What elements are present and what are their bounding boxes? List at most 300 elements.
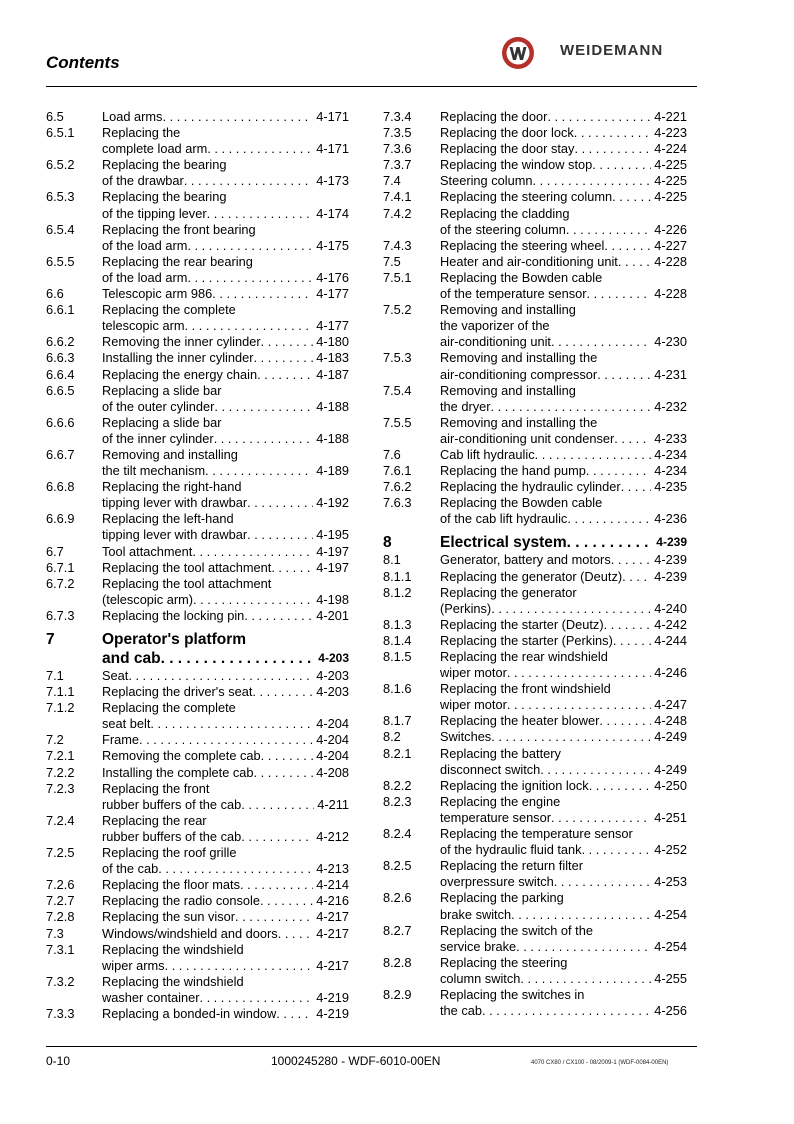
toc-entry-line <box>46 415 349 431</box>
toc-entry-number: 8.1.7 <box>383 713 412 729</box>
toc-entry-line <box>46 592 349 608</box>
toc-entry-number <box>46 431 102 447</box>
toc-entry-line <box>383 923 687 939</box>
toc-entry-title: Replacing the windshield <box>102 973 244 989</box>
toc-dot-leader <box>207 141 313 157</box>
toc-entry-page: 4-254 <box>654 938 687 954</box>
toc-entry-line <box>383 350 687 366</box>
toc-dot-leader <box>507 697 651 713</box>
toc-entry-page: 4-239 <box>654 568 687 584</box>
toc-entry-title-text: wiper arms <box>102 957 165 973</box>
toc-dot-leader <box>574 125 652 141</box>
toc-entry-line <box>46 270 349 286</box>
toc-entry <box>383 569 687 585</box>
toc-entry-line <box>46 286 349 302</box>
toc-entry <box>383 254 687 270</box>
toc-entry-title-text: Replacing the starter (Deutz) <box>440 616 604 632</box>
toc-entry-title: Replacing the windshield <box>102 941 244 957</box>
toc-entry-title <box>440 254 651 270</box>
toc-entry-line <box>383 302 687 318</box>
toc-entry-number: 7.2.2 <box>46 764 75 780</box>
toc-entry-title-text: Replacing the door <box>440 109 548 124</box>
toc-entry-number: 6.7 <box>46 543 64 559</box>
toc-entry-page: 4-251 <box>654 809 687 825</box>
toc-entry-page: 4-171 <box>316 109 349 124</box>
toc-entry-title-text: Installing the inner cylinder <box>102 350 254 366</box>
toc-entry-number <box>46 463 102 479</box>
toc-entry-title <box>440 713 651 729</box>
toc-entry <box>383 270 687 302</box>
toc-entry-title <box>102 109 313 125</box>
toc-entry-title <box>440 431 651 447</box>
toc-entry-title <box>102 732 313 748</box>
toc-entry-title <box>102 367 313 383</box>
footer-page-number: 0-10 <box>46 1054 71 1068</box>
toc-entry-title <box>102 592 313 608</box>
toc-entry-line <box>46 990 349 1006</box>
toc-dot-leader <box>241 829 313 845</box>
toc-entry-line <box>46 797 349 813</box>
toc-entry-line <box>46 781 349 797</box>
toc-entry <box>383 302 687 350</box>
toc-entry-page: 4-180 <box>316 334 349 350</box>
toc-entry <box>383 826 687 858</box>
toc-entry-title <box>102 1006 313 1022</box>
toc-entry-line <box>46 495 349 511</box>
toc-entry-line <box>383 729 687 745</box>
toc-entry-title: Replacing the rear <box>102 812 207 828</box>
toc-dot-leader <box>139 732 313 748</box>
toc-entry-line <box>383 778 687 794</box>
toc-entry <box>46 189 349 221</box>
toc-entry-title <box>440 109 651 125</box>
toc-entry-title-text: Frame <box>102 732 139 748</box>
toc-dot-leader <box>260 893 313 909</box>
toc-entry-title-text: temperature sensor <box>440 809 551 825</box>
toc-entry-title <box>102 990 313 1006</box>
toc-entry-page: 4-204 <box>316 732 349 748</box>
toc-entry-title <box>102 399 313 415</box>
toc-entry-page: 4-242 <box>654 616 687 632</box>
toc-entry <box>46 334 349 350</box>
toc-entry-page: 4-217 <box>316 925 349 941</box>
toc-entry-number: 7.3.1 <box>46 941 75 957</box>
toc-entry-title <box>440 533 653 552</box>
toc-entry-title: Replacing the complete <box>102 302 236 318</box>
toc-entry-number: 7.6.2 <box>383 479 412 495</box>
toc-entry-page: 4-250 <box>654 777 687 793</box>
toc-entry-number: 6.5.5 <box>46 253 75 269</box>
toc-entry-title: Replacing the Bowden cable <box>440 269 603 285</box>
toc-dot-leader <box>516 939 651 955</box>
toc-entry <box>46 877 349 893</box>
toc-dot-leader <box>214 431 314 447</box>
toc-entry <box>46 974 349 1006</box>
toc-entry-title: Replacing a slide bar <box>102 414 222 430</box>
toc-entry-line <box>46 125 349 141</box>
toc-entry-number: 8 <box>383 534 392 552</box>
toc-entry-number <box>46 495 102 511</box>
toc-entry-line <box>383 189 687 205</box>
toc-entry-line <box>383 173 687 189</box>
toc-entry-page: 4-175 <box>316 237 349 253</box>
toc-entry-number: 6.6.4 <box>46 366 75 382</box>
toc-entry-number: 7.2.3 <box>46 780 75 796</box>
footer-rule <box>46 1046 697 1047</box>
toc-entry-number <box>383 810 440 826</box>
toc-entry-line <box>46 350 349 366</box>
toc-entry-title <box>102 431 313 447</box>
toc-dot-leader <box>199 990 313 1006</box>
brand-name: WEIDEMANN <box>560 42 664 59</box>
toc-dot-leader <box>540 762 651 778</box>
toc-entry-title-text: Replacing the locking pin <box>102 607 245 623</box>
toc-entry-line <box>383 907 687 923</box>
toc-entry-title: Removing and installing <box>440 302 576 318</box>
toc-entry-title-text: Telescopic arm 986 <box>102 286 213 302</box>
toc-entry <box>46 350 349 366</box>
toc-entry-line <box>383 463 687 479</box>
toc-entry-number <box>383 367 440 383</box>
toc-dot-leader <box>491 601 651 617</box>
toc-entry-title: Replacing the roof grille <box>102 845 237 861</box>
toc-entry-number: 6.6.2 <box>46 334 75 350</box>
toc-entry-page: 4-228 <box>654 253 687 269</box>
toc-dot-leader <box>158 861 313 877</box>
toc-entry-page: 4-213 <box>316 861 349 877</box>
toc-entry-page: 4-197 <box>316 559 349 575</box>
toc-dot-leader <box>622 569 651 585</box>
toc-entry-title: Operator's platform <box>102 631 247 648</box>
toc-entry-page: 4-212 <box>316 828 349 844</box>
toc-entry-title <box>440 157 651 173</box>
toc-entry-title: Replacing the generator <box>440 584 577 600</box>
toc-entry-page: 4-254 <box>654 906 687 922</box>
toc-entry-title <box>440 601 651 617</box>
toc-entry-line <box>46 861 349 877</box>
toc-entry-title <box>440 971 651 987</box>
toc-entry-title <box>440 907 651 923</box>
toc-entry <box>383 633 687 649</box>
toc-entry-title <box>102 765 313 781</box>
toc-entry-title: Replacing the Bowden cable <box>440 495 603 511</box>
toc-entry <box>46 157 349 189</box>
toc-entry-page: 4-203 <box>318 651 349 665</box>
toc-entry-line <box>46 544 349 560</box>
toc-entry-title: Replacing the parking <box>440 890 564 906</box>
toc-entry-number: 8.2.2 <box>383 777 412 793</box>
toc-entry <box>383 987 687 1019</box>
toc-entry-line <box>46 926 349 942</box>
toc-entry-title-text: the tilt mechanism <box>102 463 206 479</box>
toc-dot-leader <box>276 1006 313 1022</box>
toc-entry-number: 6.5.4 <box>46 221 75 237</box>
toc-entry-number: 7.2.4 <box>46 812 75 828</box>
toc-entry-title-text: of the outer cylinder <box>102 398 215 414</box>
toc-entry-title <box>440 1003 651 1019</box>
toc-entry-number <box>383 318 440 334</box>
toc-entry-title-text: of the hydraulic fluid tank <box>440 842 582 858</box>
toc-entry-page: 4-203 <box>316 684 349 700</box>
toc-entry-page: 4-219 <box>316 1005 349 1021</box>
toc-entry <box>383 173 687 189</box>
toc-entry-title-text: rubber buffers of the cab <box>102 828 242 844</box>
toc-entry-number: 8.2.6 <box>383 890 412 906</box>
toc-entry-title-text: of the drawbar <box>102 173 184 189</box>
toc-entry-number: 8.2.8 <box>383 954 412 970</box>
toc-entry <box>383 552 687 568</box>
toc-entry <box>46 893 349 909</box>
toc-entry-number: 7.2.6 <box>46 877 75 893</box>
toc-entry-title: Replacing the battery <box>440 745 561 761</box>
toc-entry-number: 8.1.4 <box>383 632 412 648</box>
toc-entry-page: 4-248 <box>654 713 687 729</box>
toc-entry-title <box>102 829 313 845</box>
toc-entry-page: 4-247 <box>654 697 687 713</box>
toc-entry-number: 6.6.5 <box>46 382 75 398</box>
toc-entry <box>46 109 349 125</box>
toc-dot-leader <box>187 270 313 286</box>
toc-entry-title-text: of the load arm <box>102 237 188 253</box>
toc-entry-title-text: and cab <box>102 650 161 667</box>
toc-entry-title-text: Steering column <box>440 173 533 189</box>
toc-entry-line <box>383 254 687 270</box>
toc-entry-line <box>46 109 349 125</box>
toc-entry-number: 8.2.9 <box>383 986 412 1002</box>
toc-entry-number: 6.6.3 <box>46 350 75 366</box>
toc-entry-page: 4-234 <box>654 446 687 462</box>
toc-entry <box>383 189 687 205</box>
toc-entry-title-text: Removing the complete cab <box>102 748 261 764</box>
toc-dot-leader <box>604 617 652 633</box>
toc-dot-leader <box>185 318 314 334</box>
toc-entry <box>46 302 349 334</box>
toc-entry-line <box>383 810 687 826</box>
toc-dot-leader <box>278 926 314 942</box>
toc-entry-title-text: brake switch <box>440 906 512 922</box>
toc-entry-title-text: wiper motor <box>440 697 507 713</box>
toc-entry-line <box>46 560 349 576</box>
toc-dot-leader <box>244 608 313 624</box>
toc-entry-line <box>383 681 687 697</box>
toc-dot-leader <box>547 109 651 125</box>
toc-entry-title <box>102 893 313 909</box>
toc-entry-title <box>440 633 651 649</box>
toc-entry-line <box>46 716 349 732</box>
toc-entry-page: 4-230 <box>654 334 687 350</box>
toc-entry-line <box>46 829 349 845</box>
toc-dot-leader <box>611 552 652 568</box>
toc-dot-leader <box>604 238 651 254</box>
toc-dot-leader <box>271 560 313 576</box>
toc-entry-line <box>46 684 349 700</box>
footer-doc-id: 1000245280 - WDF-6010-00EN <box>271 1054 441 1068</box>
toc-entry-title-text: Replacing the window stop <box>440 157 593 173</box>
toc-entry-number: 7.3 <box>46 925 64 941</box>
toc-entry-page: 4-239 <box>654 552 687 568</box>
toc-entry-line <box>46 974 349 990</box>
toc-dot-leader <box>184 173 313 189</box>
toc-entry-line <box>46 399 349 415</box>
toc-dot-leader <box>261 334 314 350</box>
toc-entry <box>383 955 687 987</box>
toc-entry-title-text: Seat <box>102 668 129 683</box>
toc-entry-number: 7.4.1 <box>383 189 412 205</box>
toc-entry <box>46 813 349 845</box>
toc-entry-line <box>383 495 687 511</box>
page-title: Contents <box>46 53 120 72</box>
toc-entry-title-text: complete load arm <box>102 141 208 157</box>
toc-entry-line <box>383 633 687 649</box>
toc-dot-leader <box>597 367 651 383</box>
toc-entry-number <box>46 716 102 732</box>
toc-entry-title <box>102 560 313 576</box>
toc-entry-title-text: telescopic arm <box>102 318 185 334</box>
toc-chapter-entry <box>46 630 349 668</box>
toc-entry-title-text: Replacing the hydraulic cylinder <box>440 479 621 495</box>
toc-entry-number: 8.1 <box>383 552 401 568</box>
toc-entry-title <box>440 810 651 826</box>
toc-entry-number: 7.1.1 <box>46 684 75 700</box>
toc-dot-leader <box>574 141 651 157</box>
toc-entry-line <box>46 238 349 254</box>
toc-entry-line <box>383 874 687 890</box>
toc-entry-title <box>102 909 313 925</box>
toc-entry-title-text: of the inner cylinder <box>102 430 214 446</box>
toc-dot-leader <box>507 665 651 681</box>
toc-entry-title: the vaporizer of the <box>440 318 550 334</box>
toc-entry-title-text: Heater and air-conditioning unit <box>440 253 618 269</box>
toc-dot-leader <box>567 533 654 552</box>
header-rule <box>46 86 697 87</box>
toc-entry-title: Replacing the return filter <box>440 858 583 874</box>
toc-entry-line <box>383 987 687 1003</box>
toc-entry-line <box>383 399 687 415</box>
toc-dot-leader <box>261 748 314 764</box>
toc-entry-number: 7.3.6 <box>383 141 412 157</box>
toc-left-column <box>46 109 349 1022</box>
toc-entry-title <box>440 842 651 858</box>
toc-entry-line <box>46 189 349 205</box>
toc-entry-page: 4-208 <box>316 764 349 780</box>
toc-dot-leader <box>532 173 651 189</box>
toc-entry-page: 4-216 <box>316 893 349 909</box>
toc-entry-line <box>46 383 349 399</box>
toc-entry-number <box>383 601 440 617</box>
toc-entry-number: 7.5.5 <box>383 414 412 430</box>
toc-entry-number <box>46 829 102 845</box>
toc-entry <box>383 649 687 681</box>
toc-entry-number <box>383 874 440 890</box>
toc-dot-leader <box>205 463 313 479</box>
toc-entry-title-text: Replacing the floor mats <box>102 877 240 893</box>
toc-entry-number <box>383 762 440 778</box>
toc-entry-number: 6.5.3 <box>46 189 75 205</box>
toc-entry-line <box>383 826 687 842</box>
toc-entry-line <box>383 569 687 585</box>
toc-entry-title: Replacing the <box>102 125 181 141</box>
toc-entry <box>46 926 349 942</box>
toc-entry-number: 6.7.3 <box>46 607 75 623</box>
toc-dot-leader <box>187 238 313 254</box>
toc-entry-title: Removing and installing <box>102 446 238 462</box>
toc-entry <box>46 668 349 684</box>
toc-entry-title: Replacing the bearing <box>102 189 227 205</box>
toc-entry <box>383 125 687 141</box>
toc-entry-title <box>102 270 313 286</box>
toc-entry-title <box>102 958 313 974</box>
toc-entry-title <box>102 173 313 189</box>
toc-entry-number <box>46 990 102 1006</box>
toc-entry <box>383 350 687 382</box>
toc-entry-line <box>383 955 687 971</box>
toc-entry <box>46 732 349 748</box>
toc-entry <box>46 286 349 302</box>
toc-entry-number: 7.6.3 <box>383 495 412 511</box>
toc-entry-title <box>102 350 313 366</box>
toc-entry <box>46 765 349 781</box>
toc-entry <box>383 681 687 713</box>
toc-entry-page: 4-240 <box>654 600 687 616</box>
toc-entry-line <box>383 157 687 173</box>
toc-entry-page: 4-217 <box>316 957 349 973</box>
toc-entry-page: 4-224 <box>654 141 687 157</box>
toc-entry-number: 8.2 <box>383 729 401 745</box>
toc-entry-title <box>440 463 651 479</box>
toc-entry <box>383 585 687 617</box>
toc-entry-line <box>46 649 349 668</box>
toc-entry-number: 7.3.2 <box>46 973 75 989</box>
toc-entry <box>383 890 687 922</box>
toc-entry-page: 4-188 <box>316 430 349 446</box>
toc-dot-leader <box>511 907 651 923</box>
toc-entry-number: 7.3.4 <box>383 109 412 124</box>
toc-entry-line <box>383 318 687 334</box>
toc-entry-title-text: Replacing the starter (Perkins) <box>440 632 613 648</box>
toc-dot-leader <box>235 909 313 925</box>
toc-entry <box>46 222 349 254</box>
toc-entry-number: 7.2.5 <box>46 845 75 861</box>
toc-entry-line <box>46 431 349 447</box>
toc-entry-title <box>102 141 313 157</box>
toc-entry-number: 7.4 <box>383 173 401 189</box>
toc-entry-line <box>46 254 349 270</box>
toc-entry-title: Replacing the front windshield <box>440 681 611 697</box>
toc-entry-line <box>46 367 349 383</box>
toc-entry-line <box>383 890 687 906</box>
toc-entry-title: Removing and installing <box>440 382 576 398</box>
toc-entry-line <box>46 813 349 829</box>
toc-dot-leader <box>165 958 314 974</box>
toc-entry-title-text: Replacing the door lock <box>440 125 574 141</box>
toc-entry-number: 8.1.1 <box>383 568 412 584</box>
toc-entry-line <box>46 447 349 463</box>
toc-entry-title <box>102 926 313 942</box>
toc-dot-leader <box>247 527 313 543</box>
toc-entry-title <box>102 527 313 543</box>
toc-entry-title-text: of the temperature sensor <box>440 286 587 302</box>
toc-entry <box>46 367 349 383</box>
toc-entry-number <box>383 842 440 858</box>
toc-entry-page: 4-253 <box>654 874 687 890</box>
toc-dot-leader <box>207 206 314 222</box>
toc-entry-line <box>46 511 349 527</box>
toc-entry <box>383 238 687 254</box>
toc-entry-title-text: overpressure switch <box>440 874 554 890</box>
toc-entry-title-text: Switches <box>440 729 492 745</box>
toc-entry-number: 7.1 <box>46 668 64 683</box>
toc-entry-number: 7.5.4 <box>383 382 412 398</box>
